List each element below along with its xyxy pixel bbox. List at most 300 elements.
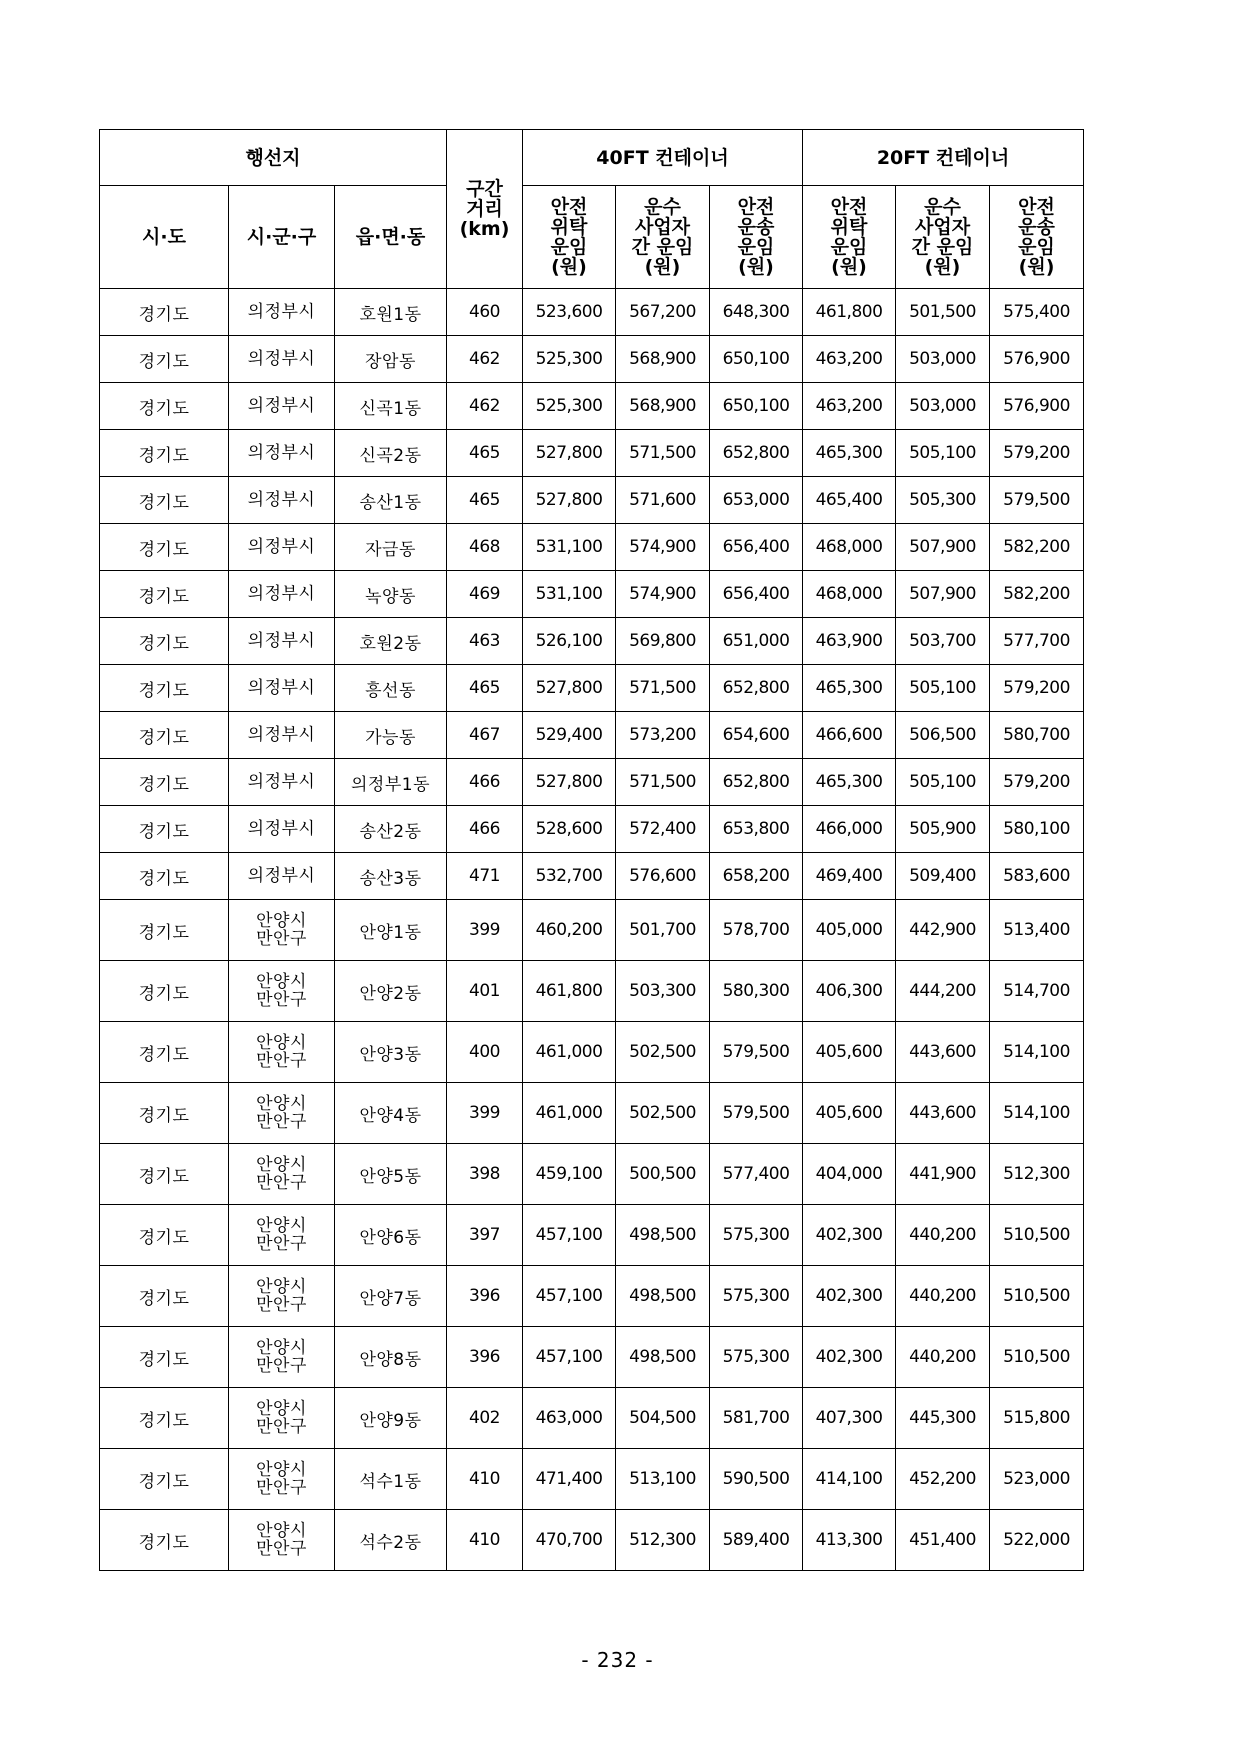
table-row: [100, 1022, 1084, 1083]
sigungu-line: 의정부시: [247, 537, 316, 557]
sigungu-cell: [229, 1144, 335, 1205]
rate-40ft-cell: 501,700: [616, 900, 710, 961]
rate-40ft-cell: 527,800: [523, 665, 616, 712]
rate-20ft-cell: 407,300: [803, 1388, 896, 1449]
rate-40ft-cell: 528,600: [523, 806, 616, 853]
distance-cell: 410: [447, 1510, 523, 1571]
rate-header-40-safe-transport: [710, 186, 803, 289]
rate-20ft-cell: 442,900: [896, 900, 990, 961]
sigungu-line: 의정부시: [247, 678, 316, 698]
sido-cell: 경기도: [100, 1388, 229, 1449]
rate-40ft-cell: 463,000: [523, 1388, 616, 1449]
rate-header-20-safe-consign: [803, 186, 896, 289]
rate-20ft-cell: 505,300: [896, 477, 990, 524]
rate-20ft-cell: 515,800: [990, 1388, 1084, 1449]
rate-40ft-cell: 569,800: [616, 618, 710, 665]
sido-cell: 경기도: [100, 806, 229, 853]
rate-40ft-cell: 471,400: [523, 1449, 616, 1510]
rate-header-40-between-carriers: [616, 186, 710, 289]
header-line: (원): [644, 256, 681, 278]
rate-40ft-cell: 470,700: [523, 1510, 616, 1571]
dong-cell: 흥선동: [335, 665, 447, 712]
rate-20ft-cell: 465,300: [803, 759, 896, 806]
dong-cell: 신곡1동: [335, 383, 447, 430]
table-row: [100, 289, 1084, 336]
rate-40ft-cell: 574,900: [616, 524, 710, 571]
rate-40ft-cell: 574,900: [616, 571, 710, 618]
rate-20ft-cell: 443,600: [896, 1022, 990, 1083]
table-row: [100, 618, 1084, 665]
table-row: [100, 383, 1084, 430]
rate-40ft-cell: 653,000: [710, 477, 803, 524]
sigungu-line: 의정부시: [247, 772, 316, 792]
rate-20ft-cell: 465,300: [803, 430, 896, 477]
rate-40ft-cell: 581,700: [710, 1388, 803, 1449]
sigungu-line: 만안구: [256, 929, 307, 949]
rate-20ft-cell: 507,900: [896, 571, 990, 618]
sido-cell: 경기도: [100, 1205, 229, 1266]
sigungu-line: 의정부시: [247, 349, 316, 369]
table-row: [100, 430, 1084, 477]
rate-20ft-cell: 577,700: [990, 618, 1084, 665]
sigungu-line: 안양시: [256, 1521, 307, 1541]
sido-cell: 경기도: [100, 1510, 229, 1571]
rate-40ft-cell: 652,800: [710, 759, 803, 806]
page-number: - 232 -: [581, 1648, 654, 1672]
rate-40ft-cell: 532,700: [523, 853, 616, 900]
sigungu-cell: [229, 1510, 335, 1571]
rate-40ft-cell: 656,400: [710, 524, 803, 571]
rate-40ft-cell: 526,100: [523, 618, 616, 665]
rate-20ft-cell: 505,100: [896, 665, 990, 712]
sido-cell: 경기도: [100, 1266, 229, 1327]
header-line: 간 운임: [631, 236, 694, 258]
sido-cell: 경기도: [100, 1083, 229, 1144]
distance-cell: 399: [447, 1083, 523, 1144]
rate-20ft-cell: 405,600: [803, 1083, 896, 1144]
rate-40ft-cell: 568,900: [616, 383, 710, 430]
freight-rate-table: [99, 129, 1084, 1571]
rate-40ft-cell: 590,500: [710, 1449, 803, 1510]
table-row: [100, 759, 1084, 806]
header-line: (원): [551, 256, 587, 278]
sigungu-cell: [229, 900, 335, 961]
distance-cell: 466: [447, 806, 523, 853]
rate-40ft-cell: 572,400: [616, 806, 710, 853]
sigungu-cell: [229, 759, 335, 806]
dong-cell: 장암동: [335, 336, 447, 383]
sigungu-line: 의정부시: [247, 302, 316, 322]
sigungu-line: 안양시: [256, 1094, 307, 1114]
dong-cell: 송산2동: [335, 806, 447, 853]
dong-cell: 녹양동: [335, 571, 447, 618]
sigungu-cell: [229, 477, 335, 524]
sigungu-cell: [229, 1022, 335, 1083]
distance-cell: 467: [447, 712, 523, 759]
rate-20ft-cell: 440,200: [896, 1266, 990, 1327]
rate-20ft-cell: 503,000: [896, 383, 990, 430]
sigungu-line: 의정부시: [247, 490, 316, 510]
sigungu-cell: [229, 806, 335, 853]
distance-header-line: (km): [459, 218, 510, 240]
sido-cell: 경기도: [100, 1144, 229, 1205]
sigungu-line: 안양시: [256, 972, 307, 992]
distance-header-line: 구간: [466, 178, 503, 200]
rate-40ft-cell: 575,300: [710, 1266, 803, 1327]
rate-20ft-cell: 503,700: [896, 618, 990, 665]
sigungu-cell: [229, 383, 335, 430]
sido-cell: 경기도: [100, 289, 229, 336]
dong-cell: 호원1동: [335, 289, 447, 336]
rate-40ft-cell: 529,400: [523, 712, 616, 759]
rate-20ft-cell: 514,100: [990, 1083, 1084, 1144]
sigungu-cell: [229, 430, 335, 477]
rate-40ft-cell: 457,100: [523, 1266, 616, 1327]
sigungu-header: 시·군·구: [229, 186, 335, 289]
rate-40ft-cell: 527,800: [523, 430, 616, 477]
rate-40ft-cell: 498,500: [616, 1266, 710, 1327]
dong-header: 읍·면·동: [335, 186, 447, 289]
sigungu-cell: [229, 853, 335, 900]
sido-cell: 경기도: [100, 1022, 229, 1083]
rate-20ft-cell: 441,900: [896, 1144, 990, 1205]
sigungu-cell: [229, 1083, 335, 1144]
rate-40ft-cell: 652,800: [710, 430, 803, 477]
header-line: 안전: [1018, 196, 1055, 218]
rate-20ft-cell: 505,100: [896, 430, 990, 477]
rate-header-20-between-carriers: [896, 186, 990, 289]
dong-cell: 송산3동: [335, 853, 447, 900]
rate-20ft-cell: 405,600: [803, 1022, 896, 1083]
table-row: [100, 1205, 1084, 1266]
rate-40ft-cell: 502,500: [616, 1022, 710, 1083]
dong-cell: 안양4동: [335, 1083, 447, 1144]
header-line: 간 운임: [911, 236, 974, 258]
rate-40ft-cell: 523,600: [523, 289, 616, 336]
rate-40ft-cell: 513,100: [616, 1449, 710, 1510]
sigungu-line: 의정부시: [247, 396, 316, 416]
rate-20ft-cell: 579,500: [990, 477, 1084, 524]
sigungu-cell: [229, 336, 335, 383]
rate-40ft-cell: 461,000: [523, 1022, 616, 1083]
rate-20ft-cell: 444,200: [896, 961, 990, 1022]
sido-cell: 경기도: [100, 1449, 229, 1510]
container-20ft-header: 20FT 컨테이너: [803, 130, 1084, 186]
sigungu-cell: [229, 1205, 335, 1266]
sigungu-cell: [229, 961, 335, 1022]
rate-20ft-cell: 510,500: [990, 1266, 1084, 1327]
rate-40ft-cell: 580,300: [710, 961, 803, 1022]
sigungu-line: 만안구: [256, 1295, 307, 1315]
rate-40ft-cell: 654,600: [710, 712, 803, 759]
sigungu-line: 만안구: [256, 1539, 307, 1559]
table-row: [100, 961, 1084, 1022]
rate-40ft-cell: 525,300: [523, 336, 616, 383]
sigungu-line: 의정부시: [247, 866, 316, 886]
distance-cell: 471: [447, 853, 523, 900]
rate-20ft-cell: 402,300: [803, 1205, 896, 1266]
rate-40ft-cell: 502,500: [616, 1083, 710, 1144]
rate-40ft-cell: 567,200: [616, 289, 710, 336]
sigungu-line: 안양시: [256, 1399, 307, 1419]
distance-cell: 396: [447, 1266, 523, 1327]
rate-20ft-cell: 440,200: [896, 1327, 990, 1388]
rate-40ft-cell: 457,100: [523, 1327, 616, 1388]
rate-40ft-cell: 500,500: [616, 1144, 710, 1205]
rate-20ft-cell: 583,600: [990, 853, 1084, 900]
sigungu-line: 만안구: [256, 1417, 307, 1437]
table-body: [100, 289, 1084, 1571]
sido-cell: 경기도: [100, 853, 229, 900]
table-row: [100, 853, 1084, 900]
sigungu-cell: [229, 1388, 335, 1449]
rate-40ft-cell: 577,400: [710, 1144, 803, 1205]
rate-40ft-cell: 498,500: [616, 1205, 710, 1266]
sido-cell: 경기도: [100, 430, 229, 477]
header-line: 안전: [550, 196, 588, 218]
rate-20ft-cell: 405,000: [803, 900, 896, 961]
rate-40ft-cell: 498,500: [616, 1327, 710, 1388]
rate-40ft-cell: 531,100: [523, 571, 616, 618]
rate-20ft-cell: 506,500: [896, 712, 990, 759]
rate-40ft-cell: 525,300: [523, 383, 616, 430]
rate-40ft-cell: 650,100: [710, 383, 803, 430]
sido-header: 시·도: [100, 186, 229, 289]
sigungu-line: 의정부시: [247, 631, 316, 651]
rate-20ft-cell: 513,400: [990, 900, 1084, 961]
dong-cell: 안양9동: [335, 1388, 447, 1449]
rate-40ft-cell: 571,500: [616, 759, 710, 806]
dong-cell: 안양7동: [335, 1266, 447, 1327]
header-line: 운임: [1018, 236, 1055, 258]
sido-cell: 경기도: [100, 383, 229, 430]
dong-cell: 자금동: [335, 524, 447, 571]
rate-20ft-cell: 512,300: [990, 1144, 1084, 1205]
sigungu-line: 만안구: [256, 1356, 307, 1376]
dong-cell: 송산1동: [335, 477, 447, 524]
table-row: [100, 1449, 1084, 1510]
sido-cell: 경기도: [100, 961, 229, 1022]
distance-cell: 402: [447, 1388, 523, 1449]
rate-20ft-cell: 523,000: [990, 1449, 1084, 1510]
sido-cell: 경기도: [100, 618, 229, 665]
rate-20ft-cell: 582,200: [990, 524, 1084, 571]
dong-cell: 안양6동: [335, 1205, 447, 1266]
rate-40ft-cell: 573,200: [616, 712, 710, 759]
header-line: 사업자: [634, 216, 691, 238]
rate-20ft-cell: 465,400: [803, 477, 896, 524]
sigungu-line: 만안구: [256, 1051, 307, 1071]
sigungu-cell: [229, 571, 335, 618]
rate-20ft-cell: 576,900: [990, 336, 1084, 383]
rate-40ft-cell: 658,200: [710, 853, 803, 900]
sigungu-cell: [229, 289, 335, 336]
rate-20ft-cell: 468,000: [803, 571, 896, 618]
distance-cell: 465: [447, 430, 523, 477]
distance-cell: 465: [447, 477, 523, 524]
sido-cell: 경기도: [100, 712, 229, 759]
rate-20ft-cell: 461,800: [803, 289, 896, 336]
destination-group-header: 행선지: [100, 130, 447, 186]
rate-20ft-cell: 468,000: [803, 524, 896, 571]
rate-40ft-cell: 527,800: [523, 477, 616, 524]
rate-20ft-cell: 445,300: [896, 1388, 990, 1449]
table-row: [100, 336, 1084, 383]
rate-40ft-cell: 571,500: [616, 430, 710, 477]
rate-40ft-cell: 531,100: [523, 524, 616, 571]
rate-40ft-cell: 571,600: [616, 477, 710, 524]
table-row: [100, 1144, 1084, 1205]
sido-cell: 경기도: [100, 336, 229, 383]
sido-cell: 경기도: [100, 665, 229, 712]
distance-cell: 410: [447, 1449, 523, 1510]
rate-20ft-cell: 579,200: [990, 430, 1084, 477]
header-line: (원): [738, 256, 774, 278]
sigungu-line: 만안구: [256, 1234, 307, 1254]
header-line: 운수: [644, 196, 681, 218]
container-40ft-header: 40FT 컨테이너: [523, 130, 803, 186]
sigungu-line: 안양시: [256, 1155, 307, 1175]
sigungu-line: 만안구: [256, 1478, 307, 1498]
dong-cell: 안양8동: [335, 1327, 447, 1388]
rate-40ft-cell: 650,100: [710, 336, 803, 383]
distance-cell: 468: [447, 524, 523, 571]
header-line: 운송: [1018, 216, 1055, 238]
header-line: 안전: [830, 196, 868, 218]
distance-cell: 398: [447, 1144, 523, 1205]
dong-cell: 석수2동: [335, 1510, 447, 1571]
rate-40ft-cell: 648,300: [710, 289, 803, 336]
rate-20ft-cell: 507,900: [896, 524, 990, 571]
rate-40ft-cell: 504,500: [616, 1388, 710, 1449]
table-row: [100, 524, 1084, 571]
rate-20ft-cell: 451,400: [896, 1510, 990, 1571]
rate-40ft-cell: 652,800: [710, 665, 803, 712]
rate-40ft-cell: 651,000: [710, 618, 803, 665]
rate-40ft-cell: 578,700: [710, 900, 803, 961]
table-row: [100, 1083, 1084, 1144]
rate-20ft-cell: 466,000: [803, 806, 896, 853]
rate-20ft-cell: 579,200: [990, 665, 1084, 712]
rate-40ft-cell: 656,400: [710, 571, 803, 618]
sigungu-line: 만안구: [256, 1112, 307, 1132]
rate-20ft-cell: 404,000: [803, 1144, 896, 1205]
table-row: [100, 571, 1084, 618]
rate-20ft-cell: 580,100: [990, 806, 1084, 853]
rate-20ft-cell: 402,300: [803, 1327, 896, 1388]
sido-cell: 경기도: [100, 759, 229, 806]
dong-cell: 안양5동: [335, 1144, 447, 1205]
table-row: [100, 900, 1084, 961]
header-line: 안전: [737, 196, 775, 218]
sigungu-line: 의정부시: [247, 443, 316, 463]
rate-20ft-cell: 582,200: [990, 571, 1084, 618]
rate-20ft-cell: 466,600: [803, 712, 896, 759]
rate-20ft-cell: 510,500: [990, 1205, 1084, 1266]
header-line: (원): [831, 256, 867, 278]
rate-40ft-cell: 571,500: [616, 665, 710, 712]
rate-40ft-cell: 503,300: [616, 961, 710, 1022]
rate-40ft-cell: 527,800: [523, 759, 616, 806]
sido-cell: 경기도: [100, 524, 229, 571]
rate-20ft-cell: 505,900: [896, 806, 990, 853]
table-row: [100, 477, 1084, 524]
header-line: 운송: [737, 216, 775, 238]
rate-40ft-cell: 568,900: [616, 336, 710, 383]
sigungu-cell: [229, 1266, 335, 1327]
sigungu-line: 의정부시: [247, 584, 316, 604]
dong-cell: 안양3동: [335, 1022, 447, 1083]
distance-cell: 463: [447, 618, 523, 665]
dong-cell: 호원2동: [335, 618, 447, 665]
table-row: [100, 1266, 1084, 1327]
dong-cell: 신곡2동: [335, 430, 447, 477]
sigungu-line: 안양시: [256, 1460, 307, 1480]
distance-cell: 460: [447, 289, 523, 336]
distance-header-line: 거리: [466, 198, 503, 220]
sido-cell: 경기도: [100, 571, 229, 618]
sigungu-cell: [229, 618, 335, 665]
rate-40ft-cell: 461,000: [523, 1083, 616, 1144]
table-row: [100, 1388, 1084, 1449]
header-line: 운임: [830, 236, 868, 258]
sigungu-cell: [229, 712, 335, 759]
dong-cell: 안양2동: [335, 961, 447, 1022]
rate-20ft-cell: 406,300: [803, 961, 896, 1022]
sigungu-line: 의정부시: [247, 725, 316, 745]
sido-cell: 경기도: [100, 1327, 229, 1388]
sigungu-line: 안양시: [256, 1033, 307, 1053]
rate-header-20-safe-transport: [990, 186, 1084, 289]
header-line: (원): [1018, 256, 1055, 278]
rate-40ft-cell: 460,200: [523, 900, 616, 961]
distance-cell: 397: [447, 1205, 523, 1266]
distance-cell: 396: [447, 1327, 523, 1388]
dong-cell: 안양1동: [335, 900, 447, 961]
table-row: [100, 665, 1084, 712]
dong-cell: 가능동: [335, 712, 447, 759]
rate-40ft-cell: 575,300: [710, 1205, 803, 1266]
sigungu-line: 의정부시: [247, 819, 316, 839]
rate-40ft-cell: 576,600: [616, 853, 710, 900]
rate-20ft-cell: 402,300: [803, 1266, 896, 1327]
rate-20ft-cell: 443,600: [896, 1083, 990, 1144]
header-line: 위탁: [830, 216, 868, 238]
rate-20ft-cell: 510,500: [990, 1327, 1084, 1388]
distance-cell: 462: [447, 336, 523, 383]
rate-40ft-cell: 653,800: [710, 806, 803, 853]
rate-20ft-cell: 503,000: [896, 336, 990, 383]
table-header: [100, 130, 1084, 289]
rate-20ft-cell: 580,700: [990, 712, 1084, 759]
sigungu-line: 만안구: [256, 1173, 307, 1193]
sigungu-cell: [229, 665, 335, 712]
sigungu-line: 안양시: [256, 911, 307, 931]
sigungu-line: 안양시: [256, 1338, 307, 1358]
table-row: [100, 806, 1084, 853]
sido-cell: 경기도: [100, 477, 229, 524]
table-row: [100, 712, 1084, 759]
header-line: (원): [924, 256, 961, 278]
rate-20ft-cell: 463,900: [803, 618, 896, 665]
rate-20ft-cell: 440,200: [896, 1205, 990, 1266]
rate-20ft-cell: 469,400: [803, 853, 896, 900]
header-line: 운임: [550, 236, 588, 258]
rate-20ft-cell: 575,400: [990, 289, 1084, 336]
rate-40ft-cell: 579,500: [710, 1083, 803, 1144]
rate-20ft-cell: 509,400: [896, 853, 990, 900]
dong-cell: 의정부1동: [335, 759, 447, 806]
